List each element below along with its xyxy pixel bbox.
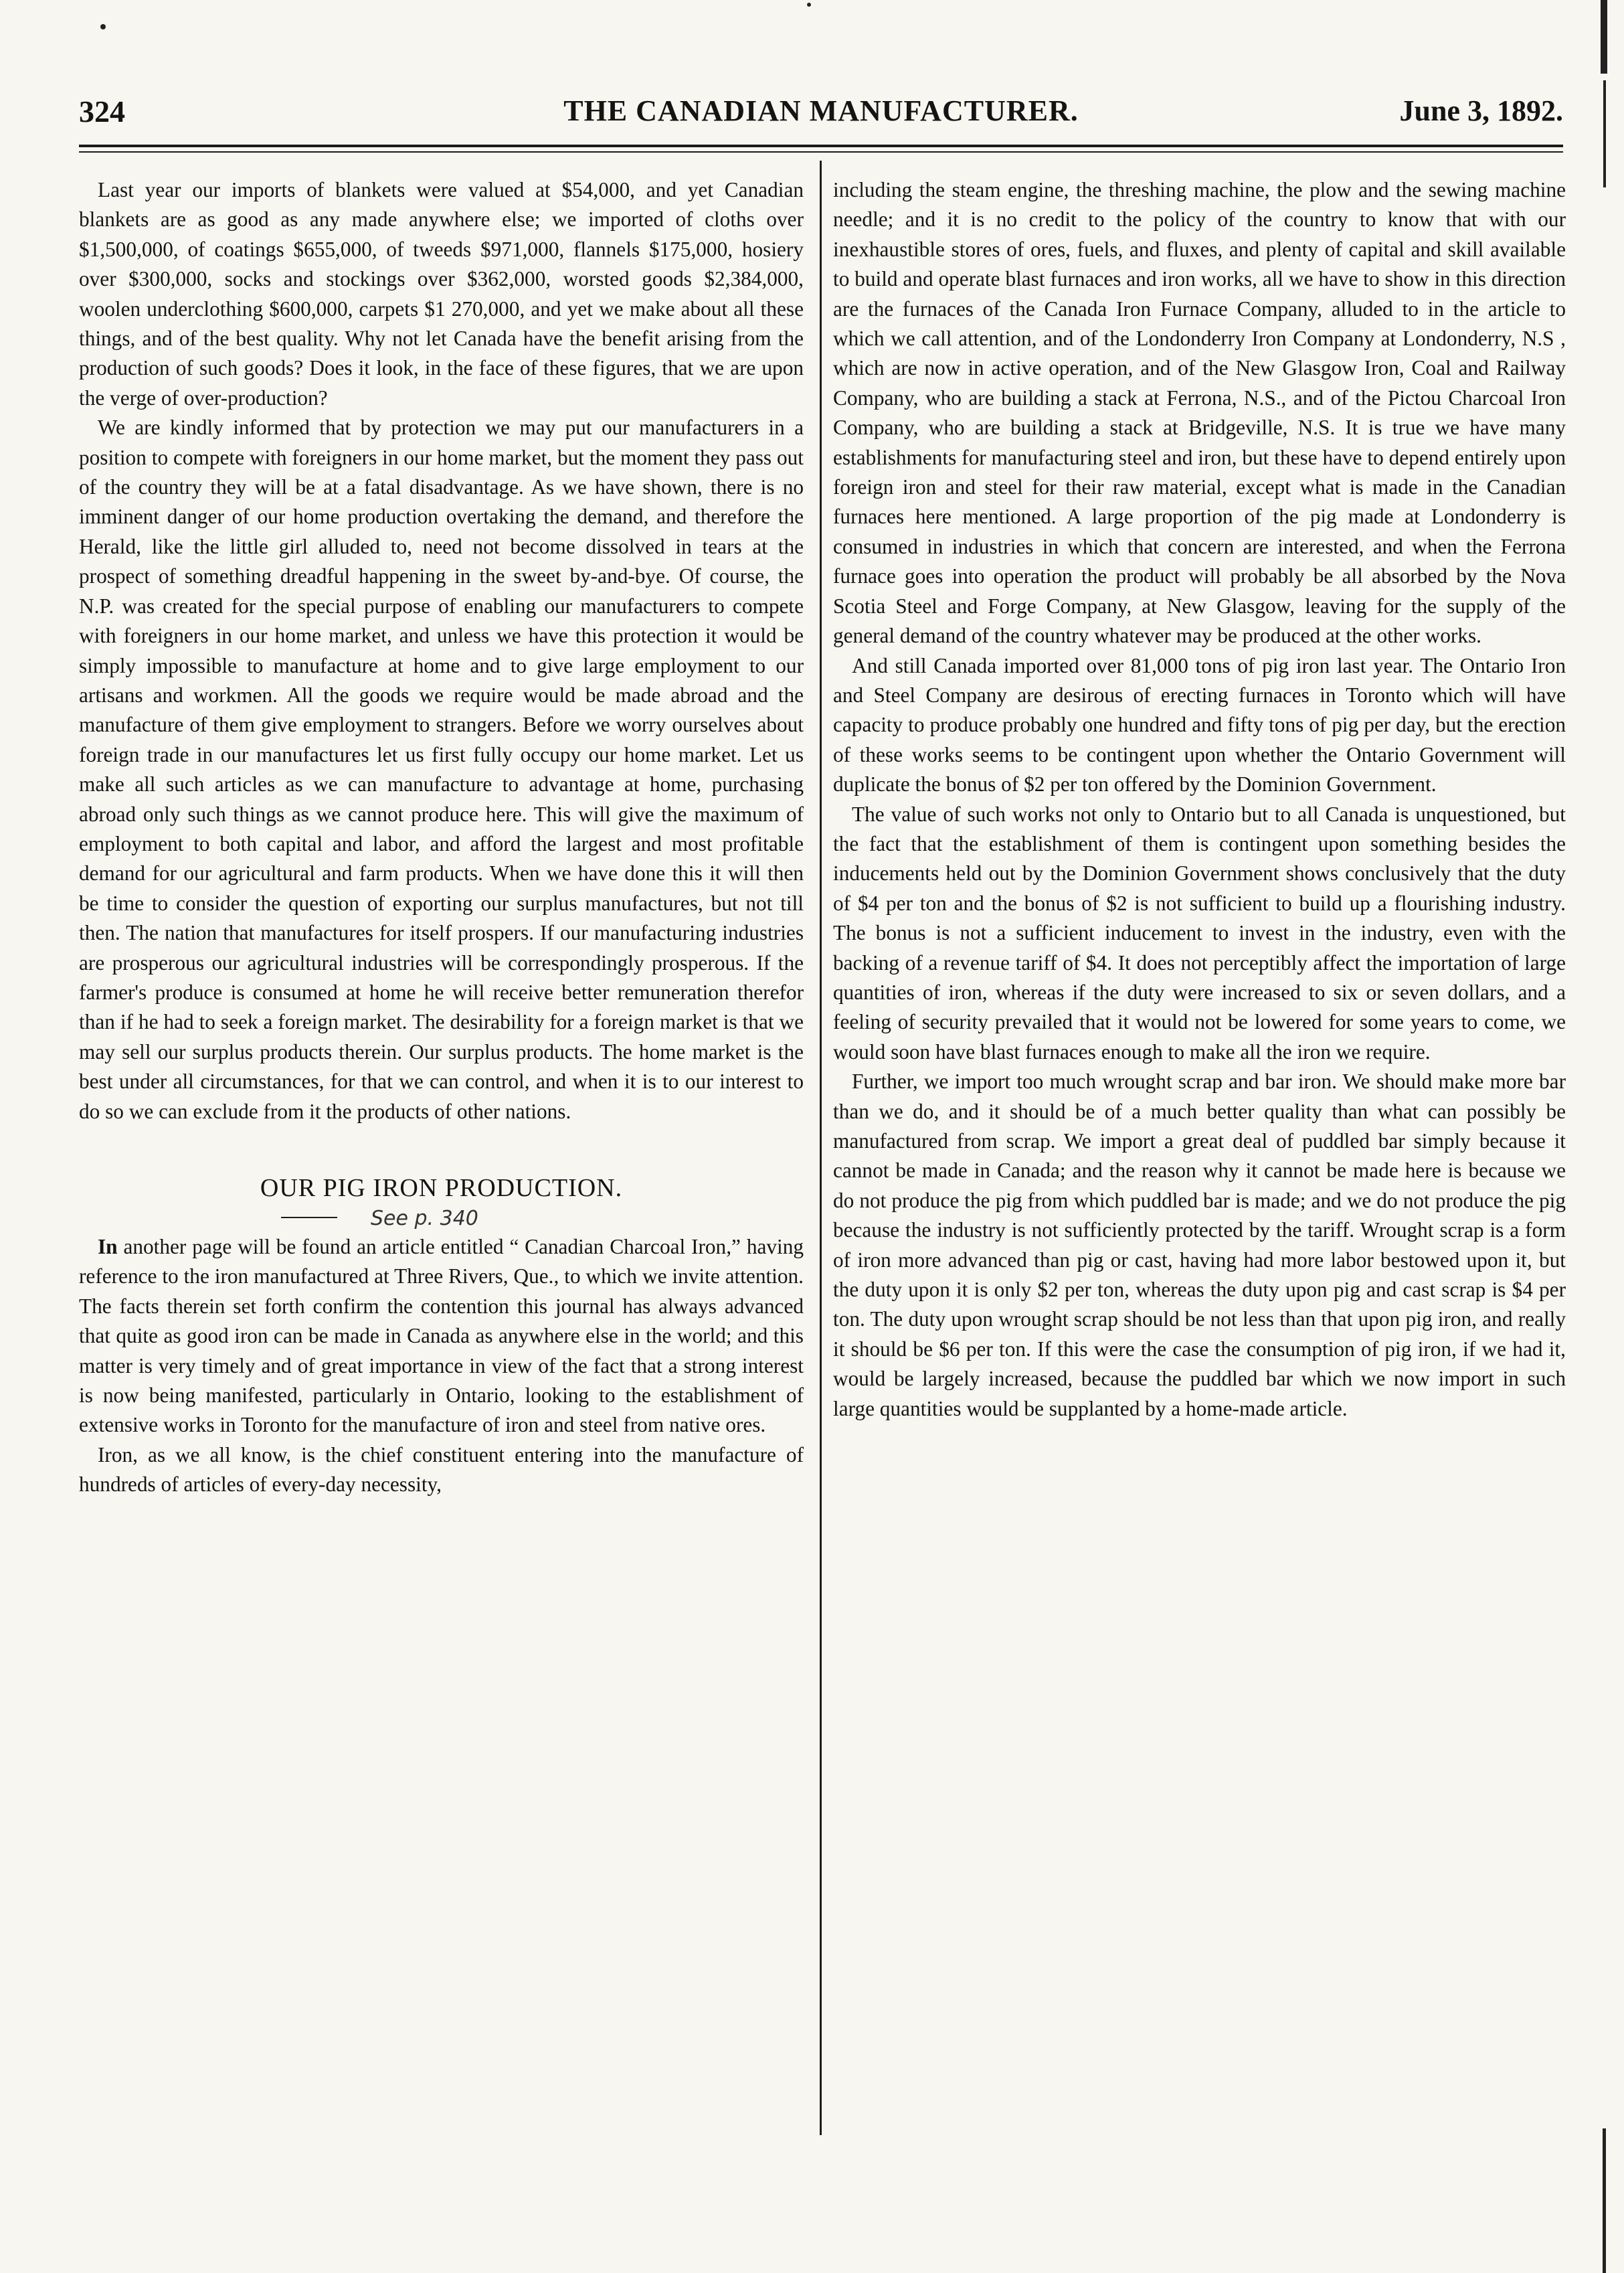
paragraph — [79, 1232, 804, 1440]
paragraph-text: another page will be found an article entitled “ Canadian Charcoal Iron,” having reference to the iron manufactured at Three Rivers, Que., to which we invite attention. The facts therein set forth confirm the contention this journal has always advanced that quite as good iron can be made in Canada as anywhere else in the world; and this matter is very timely and of great importance in view of the fact that a strong interest is now being manifested, particularly in Ontario, looking to the establishment of extensive works in Toronto for the manufacture of iron and steel from native ores. — [79, 1235, 804, 1437]
handwritten-annotation: See p. 340 — [371, 1207, 478, 1230]
margin-mark — [1601, 0, 1607, 74]
margin-dot — [100, 24, 106, 29]
right-column — [833, 175, 1566, 1424]
heading-dash-row — [79, 1203, 804, 1232]
page-number: 324 — [79, 94, 125, 129]
margin-dot — [807, 3, 811, 7]
page-header — [79, 94, 1563, 141]
left-column — [79, 175, 804, 1500]
paragraph: Last year our imports of blankets were valued at $54,000, and yet Canadian blankets are as good as any made anywhere else; we imported of cloths over $1,500,000, of coatings $655,000, of tweeds $971,000, flannels $175,000, hosiery over $300,000, socks and stockings over $362,000, worsted goods $2,384,000, woolen underclothing $600,000, carpets $1 270,000, and yet we make about all these things, and of the best quality. Why not let Canada have the benefit arising from the production of such goods? Does it look, in the face of these figures, that we are upon the verge of over-production? — [79, 178, 804, 410]
column-divider — [820, 161, 822, 2135]
header-rule-thick — [79, 145, 1563, 147]
paragraph: Iron, as we all know, is the chief constituent entering into the manufacture of hundreds of articles of every-day necessity, — [79, 1442, 804, 1497]
publication-title: THE CANADIAN MANUFACTURER. — [563, 94, 1079, 127]
heading-dash — [281, 1217, 337, 1218]
margin-mark — [1603, 80, 1606, 187]
paragraph: The value of such works not only to Ontario but to all Canada is unquestioned, but the fact that the establishment of them is contingent upon something besides the inducements held out by the Dominion Government shows conclusively that the duty of $4 per ton and the bonus of $2 is not sufficient to build up a flourishing industry. The bonus is not a sufficient inducement to invest in the industry, even with the backing of a revenue tariff of $4. It does not perceptibly affect the importation of large quantities of iron, whereas if the duty were increased to six or seven dollars, and a feeling of security prevailed that it would not be lowered for some years to come, we would soon have blast furnaces enough to make all the iron we require. — [833, 802, 1566, 1064]
header-rule-thin — [79, 151, 1563, 153]
section-heading: OUR PIG IRON PRODUCTION. — [260, 1174, 623, 1202]
margin-mark — [1603, 2128, 1606, 2273]
paragraph: We are kindly informed that by protection we may put our manufacturers in a position to compete with foreigners in our home market, but the moment they pass out of the country they will be at a fatal disadvantage. As we have shown, there is no imminent danger of our home production overtaking the demand, and therefore the Herald, like the little girl alluded to, need not become dissolved in tears at the prospect of something dreadful happening in the sweet by-and-bye. Of course, the N.P. was created for the special purpose of enabling our manufacturers to compete with foreigners in our home market, and unless we have this protection it would be simply impossible to manufacture at home and to give large employment to our artisans and workmen. All the goods we require would be made abroad and the manufacture of them give employment to strangers. Before we worry ourselves about foreign trade in our manufactures let us first fully occupy our home market. Let us make all such articles as we can manufacture to advantage at home, purchasing abroad only such things as we cannot produce here. This will give the maximum of employment to both capital and labor, and afford the largest and most profitable demand for our agricultural and farm products. When we have done this it will then be time to consider the question of exporting our surplus manufactures, but not till then. The nation that manufactures for itself prospers. If our manufacturing industries are prosperous our agricultural industries will be correspondingly prosperous. If the farmer's produce is consumed at home he will receive better remuneration therefor than if he had to seek a foreign market. The desirability for a foreign market is that we may sell our surplus products therein. Our surplus products. The home market is the best under all circumstances, for that we can control, and when it is to our interest to do so we can exclude from it the products of other nations. — [79, 416, 804, 1123]
paragraph-first-word: In — [98, 1235, 118, 1258]
paragraph: Further, we import too much wrought scrap and bar iron. We should make more bar than we do, and it should be of a much better quality than what can possibly be manufactured from scrap. We import a great deal of puddled bar simply because it cannot be made in Canada; and the reason why it cannot be made here is because we do not produce the pig from which puddled bar is made; and we do not produce the pig because the industry is not sufficiently protected by the tariff. Wrought scrap is a form of iron more advanced than pig or cast, having had more labor bestowed upon it, but the duty upon it is only $2 per ton, whereas the duty upon pig and cast scrap is $4 per ton. The duty upon wrought scrap should be not less than that upon pig iron, and really it should be $6 per ton. If this were the case the consumption of pig iron, if we had it, would be largely increased, because the puddled bar which we now import in such large quantities would be supplanted by a home-made article. — [833, 1070, 1566, 1420]
paragraph: including the steam engine, the threshing machine, the plow and the sewing machine needle; and it is no credit to the policy of the country to know that with our inexhaustible stores of ores, fuels, and fluxes, and plenty of capital and skill available to build and operate blast furnaces and iron works, all we have to show in this direction are the furnaces of the Canada Iron Furnace Company, alluded to in the article to which we call attention, and of the Londonderry Iron Company at Londonderry, N.S , which are now in active operation, and of the New Glasgow Iron, Coal and Railway Company, who are building a stack at Ferrona, N.S., and of the Pictou Charcoal Iron Company, who are building a stack at Bridgeville, N.S. It is true we have many establishments for manufacturing steel and iron, but these have to depend entirely upon foreign iron and steel for their raw material, except what is made in the Canadian furnaces here mentioned. A large proportion of the pig made at Londonderry is consumed in industries in which that concern are interested, and when the Ferrona furnace goes into operation the product will probably be all absorbed by the Nova Scotia Steel and Forge Company, at New Glasgow, leaving for the supply of the general demand of the country whatever may be produced at the other works. — [833, 178, 1566, 648]
issue-date: June 3, 1892. — [1399, 94, 1563, 127]
paragraph: And still Canada imported over 81,000 tons of pig iron last year. The Ontario Iron and Steel Company are desirous of erecting furnaces in Toronto which will have capacity to produce probably one hundred and fifty tons of pig per day, but the erection of these works seems to be contingent upon whether the Ontario Government will duplicate the bonus of $2 per ton offered by the Dominion Government. — [833, 653, 1566, 796]
